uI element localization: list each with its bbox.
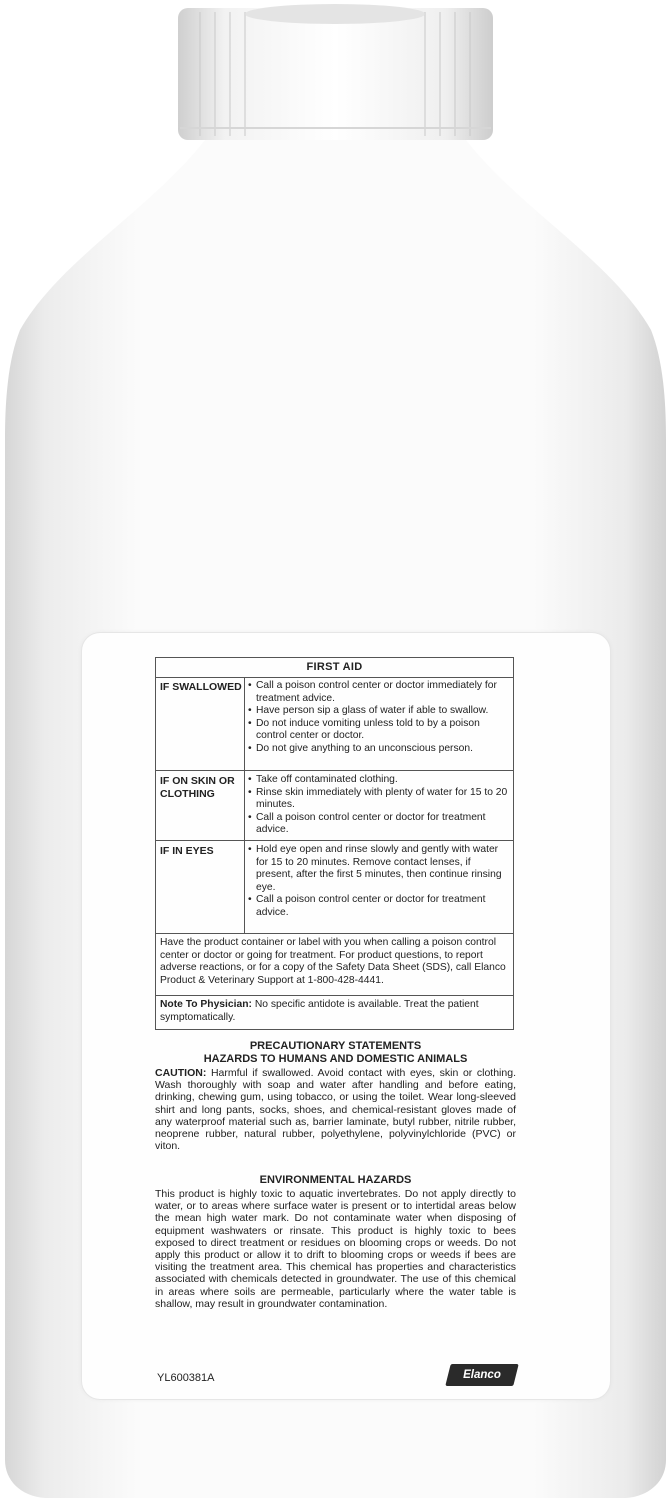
- first-aid-table: [155, 657, 514, 1030]
- product-code: YL600381A: [157, 1372, 215, 1384]
- hazards-subtitle: HAZARDS TO HUMANS AND DOMESTIC ANIMALS: [203, 1053, 468, 1065]
- caution-label: CAUTION:: [155, 1067, 207, 1079]
- first-aid-item: • Rinse skin immediately with plenty of water for 15 to 20 minutes.: [248, 787, 509, 812]
- first-aid-heading: IF ON SKIN OR CLOTHING: [160, 775, 235, 800]
- first-aid-list: [248, 680, 509, 755]
- first-aid-row-skin: [156, 771, 513, 841]
- environmental-title: ENVIRONMENTAL HAZARDS: [259, 1174, 412, 1186]
- first-aid-item: • Call a poison control center or doctor for treatment advice.: [248, 894, 509, 919]
- physician-note-row: [156, 996, 513, 1030]
- first-aid-contact-note: Have the product container or label with you when calling a poison control center or doctor or going for treatment. For product questions, to report adverse reactions, or for a copy of the Safety Data Sheet (SDS), call Elanco Product & Veterinary Support at 1-800-428-4441.: [160, 937, 506, 986]
- first-aid-contact-row: [156, 934, 513, 996]
- first-aid-item: • Do not give anything to an unconscious person.: [248, 743, 509, 756]
- precautionary-title: PRECAUTIONARY STATEMENTS: [249, 1040, 422, 1052]
- caution-paragraph: [155, 1067, 516, 1152]
- environmental-text: This product is highly toxic to aquatic invertebrates. Do not apply directly to water, or to areas where surface water is present or to intertidal areas below the mean high water mark. Do not contaminate water when disposing of equipment washwaters or rinsate. This product is highly toxic to bees exposed to direct treatment or residues on blooming crops or weeds. Do not apply this product or allow it to drift to blooming crops or weeds if bees are visiting the treatment area. This chemical has properties and characteristics associated with chemicals detected in groundwater. The use of this chemical in areas where soils are permeable, particularly where the water table is shallow, may result in groundwater contamination.: [155, 1188, 516, 1310]
- first-aid-list: [248, 844, 509, 919]
- first-aid-row-eyes: [156, 841, 513, 934]
- physician-note-label: Note To Physician:: [160, 999, 252, 1010]
- first-aid-heading: IF SWALLOWED: [160, 681, 242, 693]
- first-aid-item: • Have person sip a glass of water if able to swallow.: [248, 705, 509, 718]
- caution-text: Harmful if swallowed. Avoid contact with eyes, skin or clothing. Wash thoroughly with soap and water after handling and before eating, drinking, chewing gum, using tobacco, or using the toilet. Wear long-sleeved shirt and long pants, socks, shoes, and chemical-resistant gloves made of any waterproof material such as, barrier laminate, butyl rubber, nitrile rubber, neoprene rubber, natural rubber, polyethylene, polyvinylchloride (PVC) or viton.: [155, 1067, 516, 1153]
- first-aid-item: • Take off contaminated clothing.: [248, 774, 509, 787]
- first-aid-item: • Do not induce vomiting unless told to by a poison control center or doctor.: [248, 718, 509, 743]
- first-aid-item: • Call a poison control center or doctor immediately for treatment advice.: [248, 680, 509, 705]
- bottle-cap: [178, 8, 493, 140]
- first-aid-item: • Call a poison control center or doctor for treatment advice.: [248, 812, 509, 837]
- first-aid-heading: IF IN EYES: [160, 845, 214, 857]
- first-aid-title: FIRST AID: [156, 658, 513, 678]
- first-aid-item: • Hold eye open and rinse slowly and gently with water for 15 to 20 minutes. Remove contact lenses, if present, after the first 5 minutes, then continue rinsing eye.: [248, 844, 509, 894]
- elanco-logo-text: Elanco: [463, 1369, 501, 1381]
- elanco-logo: [445, 1364, 518, 1386]
- first-aid-row-swallowed: [156, 677, 513, 771]
- physician-note-text: No specific antidote is available. Treat the patient symptomatically.: [160, 999, 479, 1023]
- physician-note: [160, 999, 509, 1024]
- first-aid-list: [248, 774, 509, 837]
